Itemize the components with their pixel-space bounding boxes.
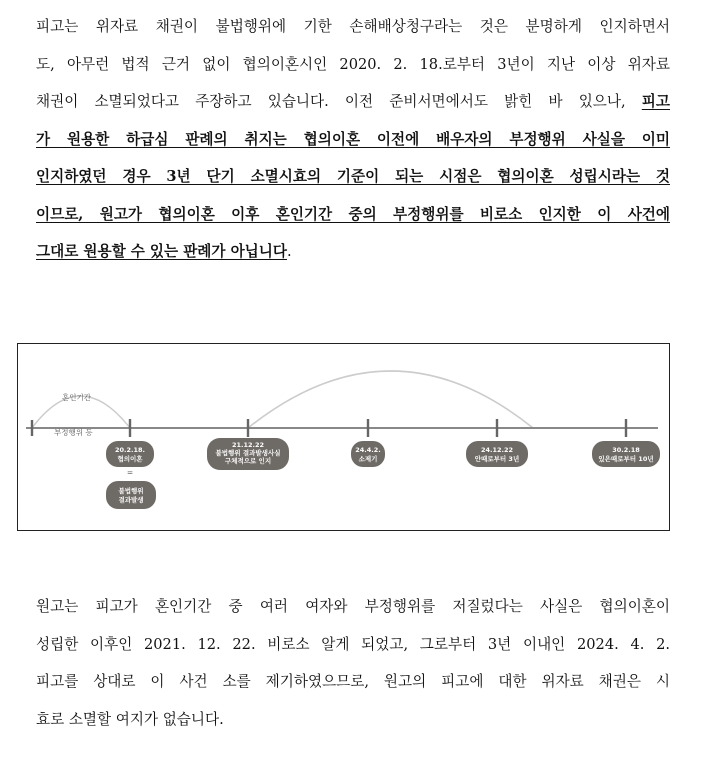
pill-text: 불법행위 결과발생사실 [215, 449, 281, 457]
pill-text: 30.2.18 [612, 446, 640, 454]
text-line: 도, 아무런 법적 근거 없이 협의이혼시인 2020. 2. 18.로부터 3년이 지난 이상 위자료 [36, 55, 670, 73]
text-line: 효로 소멸할 여지가 없습니다. [36, 710, 224, 728]
emphasis-line: 그대로 원용할 수 있는 판례가 아닙니다 [36, 243, 287, 260]
text-line: 피고는 위자료 채권이 불법행위에 기한 손해배상청구라는 것은 분명하게 인지하면서 [36, 18, 670, 35]
text-line: 피고를 상대로 이 사건 소를 제기하였으므로, 원고의 피고에 대한 위자료 채권은 시 [36, 673, 670, 690]
paragraph-plaintiff-claim [36, 588, 670, 738]
timeline-figure [17, 343, 670, 531]
pill-text: 불법행위 [118, 487, 144, 495]
pill-text: 24.4.2. [355, 446, 381, 454]
text-line: 성립한 이후인 2021. 12. 22. 비로소 알게 되었고, 그로부터 3년 이내인 2024. 4. 2. [36, 635, 670, 653]
text-line: 채권이 소멸되었다고 주장하고 있습니다. 이전 준비서면에서도 밝힌 바 있으나, 피고 [36, 93, 670, 110]
pill-text: 소제기 [358, 455, 378, 463]
paragraph-defendant-claim [36, 8, 670, 271]
pill-text: 안때로부터 3년 [474, 455, 520, 463]
event-pill-10years [592, 441, 660, 467]
pill-text: 협의이혼 [117, 455, 143, 463]
emphasis-line: 이므로, 원고가 협의이혼 이후 혼인기간 중의 부정행위를 비로소 인지한 이 사건에 [36, 205, 670, 223]
emphasis-line: 인지하였던 경우 3년 단기 소멸시효의 기준이 되는 시점은 협의이혼 성립시라는 것 [36, 168, 670, 185]
pill-text: 24.12.22 [480, 446, 514, 454]
affair-label: 부정행위 등 [54, 428, 93, 437]
emphasis-line: 가 원용한 하급심 판례의 취지는 협의이혼 이전에 배우자의 부정행위 사실을 이미 [36, 130, 670, 148]
pill-text: 21.12.22 [231, 441, 265, 449]
pill-text: 20.2.18. [114, 446, 146, 454]
pill-text: 있은때로부터 10년 [598, 455, 654, 463]
equals-sign: = [126, 468, 134, 477]
event-pill-divorce [106, 441, 154, 467]
text-line: 원고는 피고가 혼인기간 중 여러 여자와 부정행위를 저질렀다는 사실은 협의이혼이 [36, 598, 670, 615]
period-arc [248, 371, 533, 428]
event-pill-result [106, 481, 156, 509]
pill-text: 결과발생 [118, 496, 144, 504]
timeline-diagram [18, 344, 671, 532]
event-pill-lawsuit [351, 441, 385, 467]
event-pill-3years [466, 441, 528, 467]
pill-text: 구체적으로 인지 [224, 457, 272, 465]
text-line: 그대로 원용할 수 있는 판례가 아닙니다. [36, 243, 292, 260]
emphasis-text: 피고 [641, 93, 670, 110]
marriage-label: 혼인기간 [62, 393, 91, 402]
